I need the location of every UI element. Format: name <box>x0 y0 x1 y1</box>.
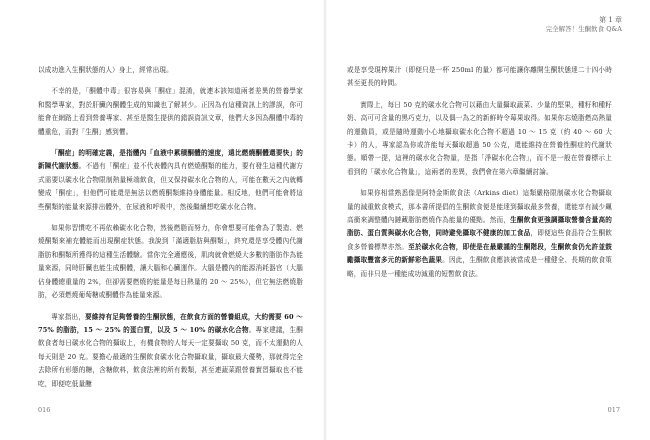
text-run: 。專家建議，生酮飲食者每日碳水化合物的攝取上，有機食物的人每天一定要攝取 50 克，而不太運動的人每天則是 20 克。要擔心最適的生酮飲食碳水化合物攝取量，攝取最大優勢，那就得完全去除所有形態的糖，含糖飲料，飲食法裡的所有穀類，甚至連蔬菜跟營養實習攝取也不能吃，即便吃低量醣 <box>38 325 303 388</box>
text-run: 專家指出， <box>51 312 86 321</box>
right-page-body <box>347 64 612 281</box>
paragraph <box>347 99 612 179</box>
paragraph <box>38 64 303 77</box>
right-page-number: 017 <box>607 406 620 414</box>
text-run: ，即便這些食品符合生酮飲食多營養標準亦然。 <box>347 229 612 251</box>
paragraph <box>38 222 303 302</box>
text-run: 不幸的是，「酮體中毒」很容易與「酮症」混淆，就連本該知道兩者差異的營養學家和醫學專家，對於肝臟內酮體生成的知識也了解甚少。正因為有這種資訊上的謬誤，你可能會在網路上看到營養專家、甚至是醫生提供的錯誤資訊文章，他們大多因為酮體中毒的體重危，而對「生酮」感到懼。 <box>38 87 303 136</box>
text-run: 或是享受現榨果汁（即便只是一杯 250ml 的量）都可能讓你離開生酮狀態達二十四小時甚至更長的時間。 <box>347 66 612 88</box>
left-page-number: 016 <box>38 406 51 414</box>
text-run: 。因此，生酮飲食應該被當成是一種健全、長期的飲食策略，而非只是一種能成功減重的短暫飲食法。 <box>347 256 613 278</box>
text-run: 如果你相當熟悉像是阿特金斯飲食法（Arkins diet）這類嚴格限制碳水化合物攝取量的減重飲食模式，那本書所提倡的生酮飲食便是能達到攝取最多營養，還能享有減少飆高衝來調整體內鏈藏脂肪燃燒作為能量的優點。然而， <box>347 189 612 225</box>
highlighted-text: 「酮症」的明確定義，是指體內「血液中累積酮體的速度，遠比燃燒酮體還要快」的新陳代謝狀態 <box>38 149 303 171</box>
paragraph <box>38 147 303 214</box>
text-run: 如果你習慣吃不再依賴碳水化合物，然後燃脂而努力，你會想要可能會為了製造、燃燒酮類來補充體能而出現酮症狀態。我說到「滿適脂肪與酮類」，終究還是享受體內代謝脂肪和酮類所獲得的這種生活體驗。當你完全適應後，肌肉就會燃燒大多數的脂肪作為能量來源，同時肝臟也能生成酮體，讓大腦和心臟運作。大腦是體內的能源消耗器官（大腦佔身體總重量的 2%，但卻需要燃燒的能量是每日熱量的 20 ～ 25%），但它無法燃燒脂肪，必須燃燒葡萄糖或酮體作為能量來源。 <box>38 224 303 300</box>
highlighted-text: 至於碳水化合物，即使是在最嚴謹的生酮階段，生酮飲食仍允許並鼓勵攝取豐富多元的新鮮彩色蔬果 <box>347 242 612 265</box>
highlighted-text: 生酮飲食更強調攝取營養含量高的脂肪、蛋白質與碳水化合物，同時避免攝取不健康的加工食品 <box>347 216 612 238</box>
highlighted-text: 要維持有足夠營養的生酮狀態，在飲食方面的營養組成，大約需要 60 ～ 75% 的脂肪，15 ～ 25% 的蛋白質，以及 5 ～ 10% 的碳水化合物 <box>38 312 303 334</box>
text-run: 實際上，每日 50 克的碳水化合物可以藉由大量攝取蔬菜、少量的堅果，種籽和種籽奶、高可可含量的黑巧克力，以及偶一為之的新鮮時令莓果取得。如果你忘燒脂燃高熱量的運動員，或是隨時運動小心地攝取碳水化合物不超過 10 ～ 15 克（約 40 ～ 60 大卡）的人，專家認為你或許能每天攝取超過 50 公克，還能維持在營養性酮症的代謝狀態。順帶一提，這裡的碳水化合物量，是指「淨碳水化合物」，而不是一般在營養標示上看到的「碳水化合物量」，這兩者的差異，我們會在第六章繼續討論。 <box>347 100 612 176</box>
paragraph <box>347 187 612 281</box>
running-head <box>546 16 622 34</box>
paragraph <box>38 85 303 139</box>
left-page-body <box>38 64 303 391</box>
chapter-label: 第 1 章 <box>599 16 622 24</box>
paragraph <box>38 311 303 391</box>
text-run: 。不過有「酮症」並不代表體內具有燃燒酮類的能力，要有發生這種代謝方式需要以碳水化合物限制熱量極端飲食，但又保持碳水化合物的人，可能在數天之內就轉變成「酮症」，但他們可能還是無法以燃燒酮類維持身體能量。相反地，他們可能會將這些酮類的能量來源排出體外，在尿液和呼吸中，然後繼續想吃碳水化合物。 <box>38 162 303 211</box>
text-run: 以成功進入生酮狀態的人）身上，經常出現。 <box>38 66 173 74</box>
chapter-subtitle: 完全解答！生酮飲食 Q&A <box>545 25 622 33</box>
paragraph <box>347 64 612 91</box>
right-page <box>325 0 650 440</box>
